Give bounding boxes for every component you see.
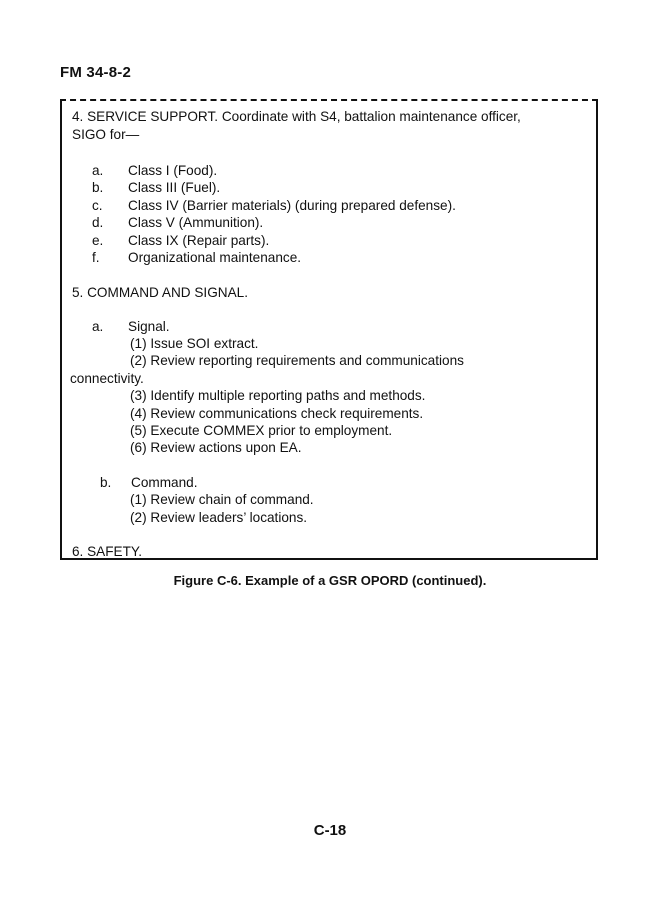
list-item-marker: d. xyxy=(92,215,104,230)
signal-subitem: (2) Review reporting requirements and communications xyxy=(130,353,464,368)
signal-subitem: (6) Review actions upon EA. xyxy=(130,440,302,455)
command-signal-heading: 5. COMMAND AND SIGNAL. xyxy=(72,285,248,300)
list-item-marker: f. xyxy=(92,250,100,265)
list-item-text: Class IX (Repair parts). xyxy=(128,233,270,248)
document-header-title: FM 34-8-2 xyxy=(60,64,131,81)
list-item-marker: b. xyxy=(92,180,104,195)
list-item-marker: a. xyxy=(92,163,104,178)
service-support-heading-line1: 4. SERVICE SUPPORT. Coordinate with S4, battalion maintenance officer, xyxy=(72,109,521,124)
signal-subitem: (3) Identify multiple reporting paths and methods. xyxy=(130,388,426,403)
signal-subitem-continuation: connectivity. xyxy=(70,371,144,386)
list-item-marker: e. xyxy=(92,233,104,248)
service-support-heading-line2: SIGO for— xyxy=(72,127,140,142)
list-item-text: Organizational maintenance. xyxy=(128,250,302,265)
page-number: C-18 xyxy=(313,822,347,839)
signal-marker: a. xyxy=(92,319,104,334)
list-item-text: Class I (Food). xyxy=(128,163,218,178)
list-item-text: Class III (Fuel). xyxy=(128,180,221,195)
command-subitem: (1) Review chain of command. xyxy=(130,492,314,507)
signal-subitem: (5) Execute COMMEX prior to employment. xyxy=(130,423,393,438)
figure-caption: Figure C-6. Example of a GSR OPORD (continued). xyxy=(173,573,487,588)
signal-subitem: (4) Review communications check requirements. xyxy=(130,406,424,421)
command-label: Command. xyxy=(131,475,198,490)
signal-subitem: (1) Issue SOI extract. xyxy=(130,336,259,351)
opord-figure-box xyxy=(60,99,598,560)
command-subitem: (2) Review leaders’ locations. xyxy=(130,510,308,525)
list-item-text: Class V (Ammunition). xyxy=(128,215,264,230)
list-item-text: Class IV (Barrier materials) (during prepared defense). xyxy=(128,198,456,213)
list-item-marker: c. xyxy=(92,198,103,213)
signal-label: Signal. xyxy=(128,319,170,334)
command-marker: b. xyxy=(100,475,112,490)
safety-heading: 6. SAFETY. xyxy=(72,544,143,559)
